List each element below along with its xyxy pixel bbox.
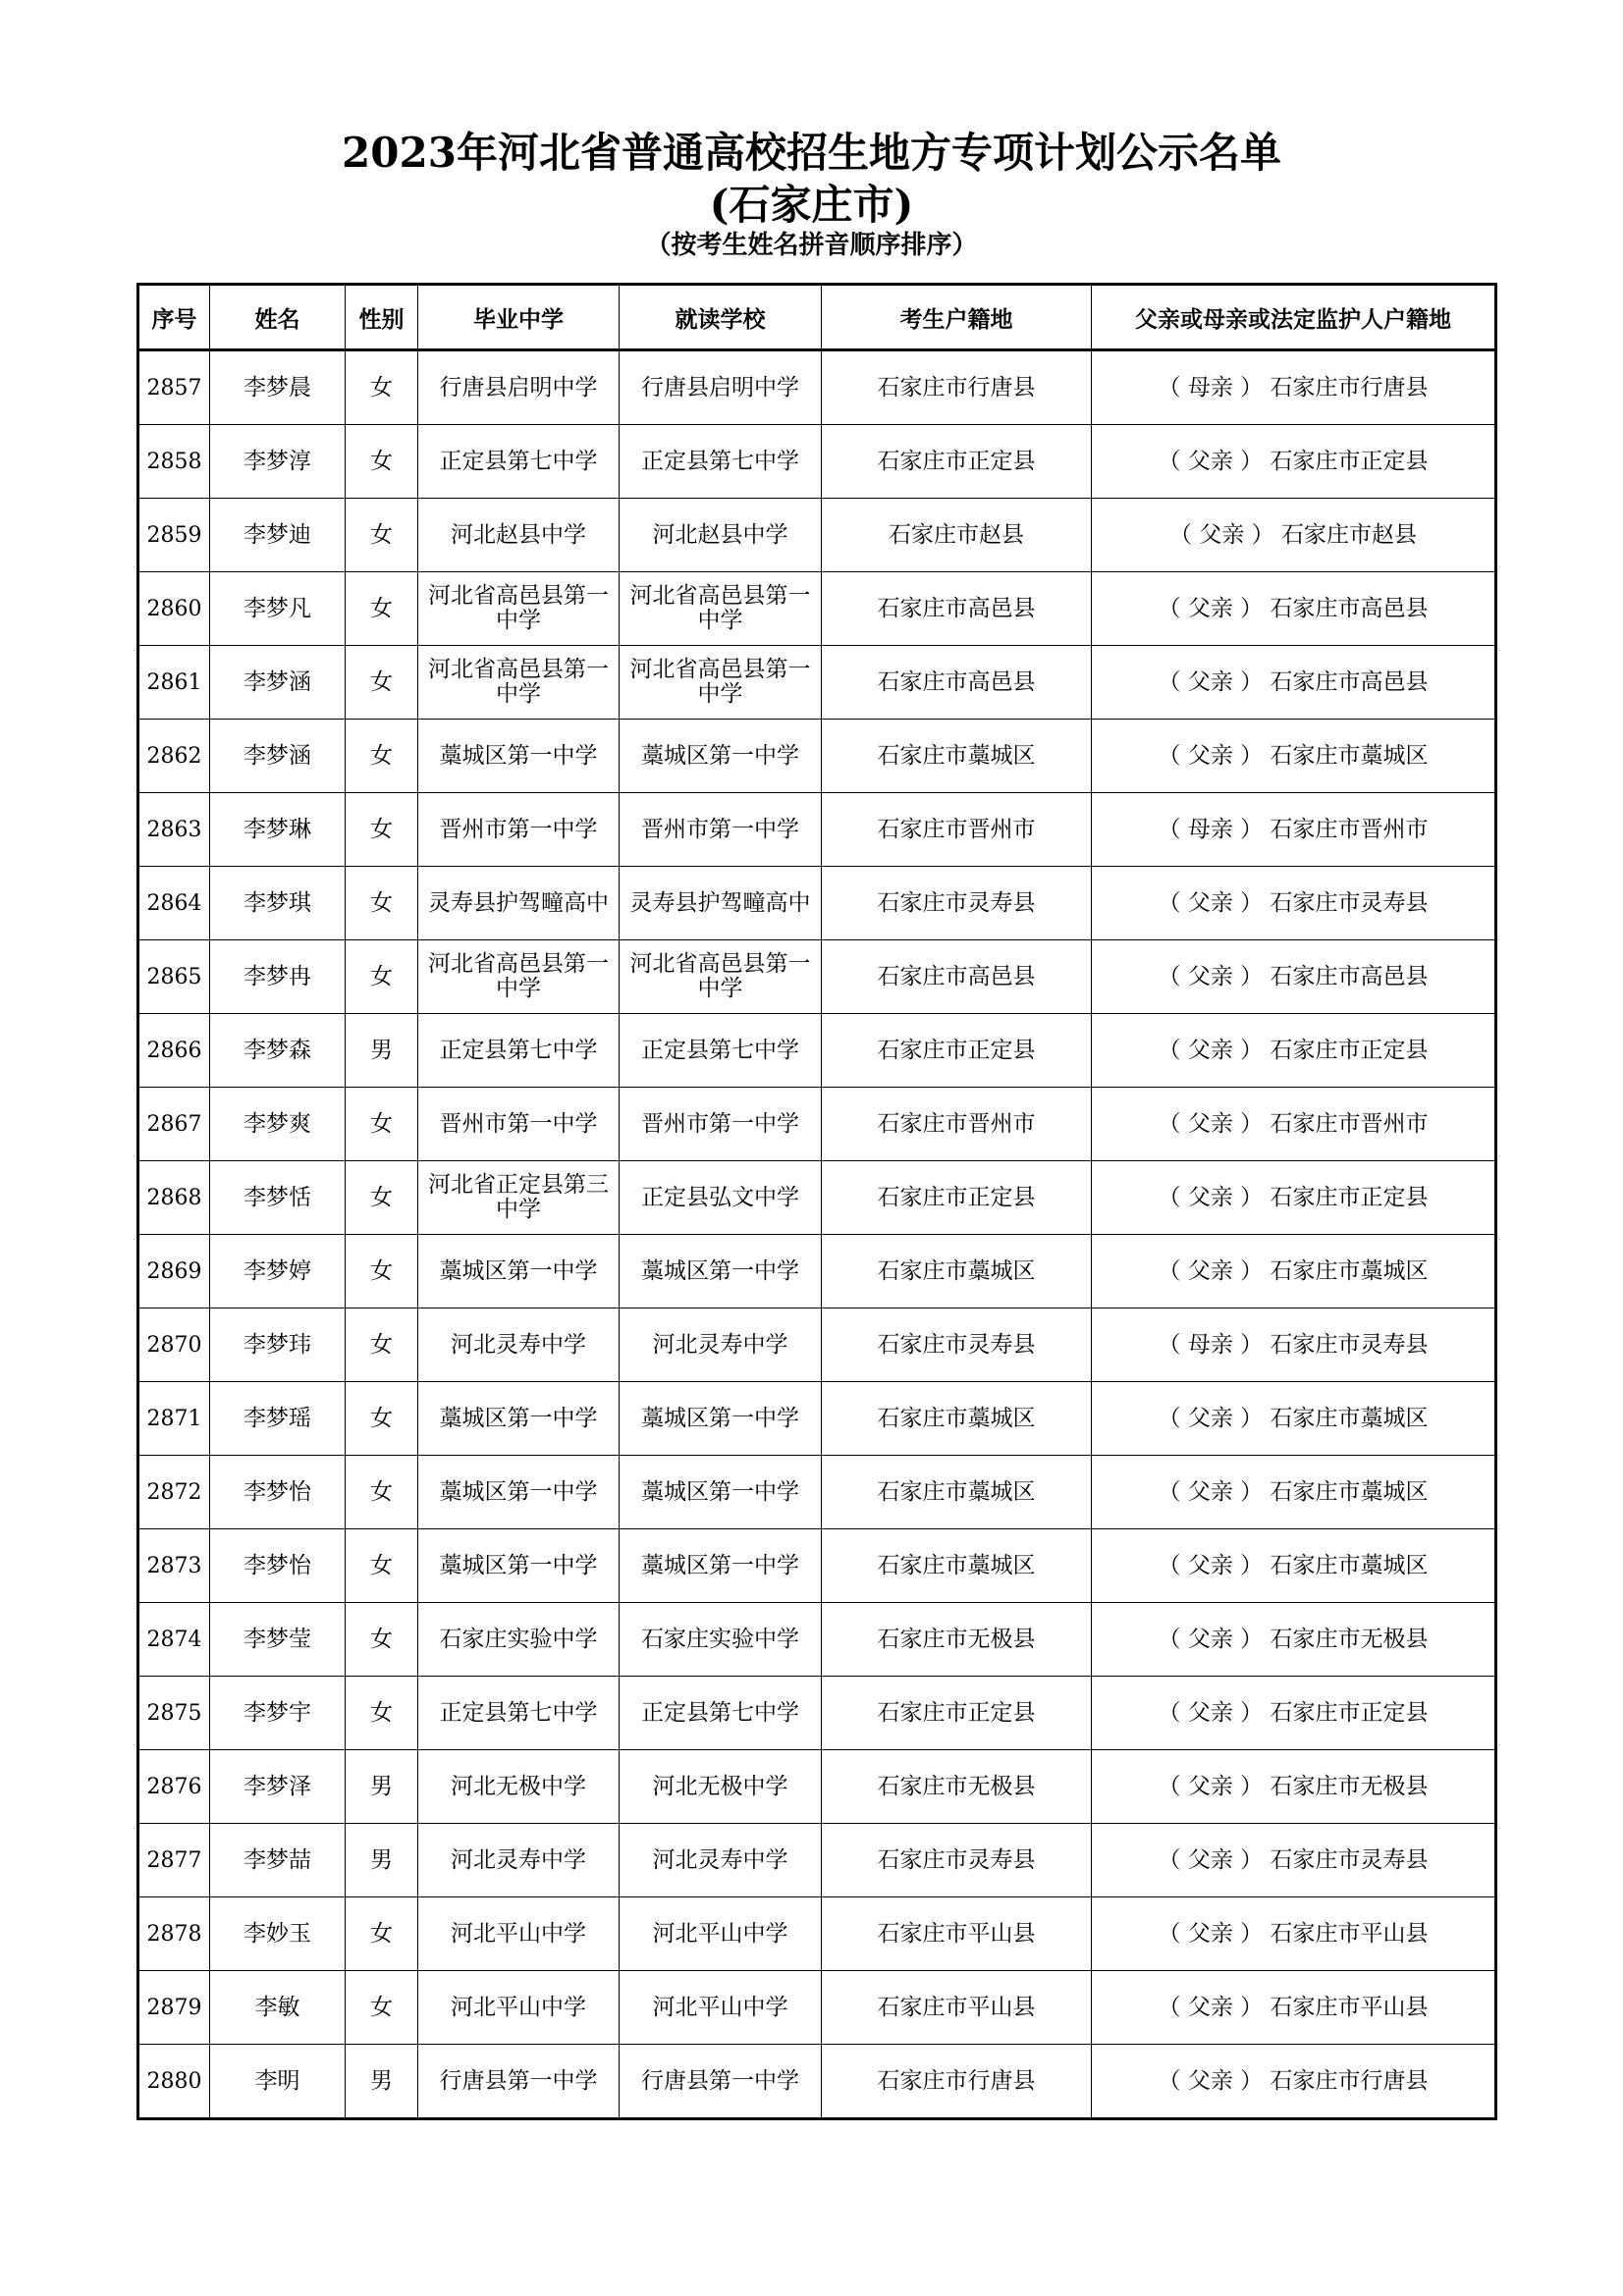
- table-row: [138, 572, 1496, 646]
- cell-household: 石家庄市无极县: [822, 1603, 1092, 1677]
- cell-graduated-school: 河北平山中学: [418, 1897, 620, 1971]
- table-row: [138, 1088, 1496, 1161]
- cell-gender: 女: [346, 720, 418, 793]
- cell-graduated-school: 河北灵寿中学: [418, 1308, 620, 1382]
- cell-seq: 2866: [138, 1014, 210, 1088]
- cell-gender: 女: [346, 350, 418, 425]
- cell-guardian-household: （ 父亲 ） 石家庄市灵寿县: [1092, 867, 1496, 940]
- cell-gender: 女: [346, 793, 418, 867]
- table-row: [138, 2045, 1496, 2119]
- cell-current-school: 河北省高邑县第一中学: [620, 940, 822, 1014]
- cell-household: 石家庄市平山县: [822, 1897, 1092, 1971]
- cell-household: 石家庄市高邑县: [822, 572, 1092, 646]
- cell-household: 石家庄市平山县: [822, 1971, 1092, 2045]
- cell-guardian-household: （ 父亲 ） 石家庄市正定县: [1092, 1677, 1496, 1750]
- table-row: [138, 499, 1496, 572]
- header-row: [138, 285, 1496, 350]
- cell-household: 石家庄市行唐县: [822, 2045, 1092, 2119]
- cell-gender: 男: [346, 2045, 418, 2119]
- cell-household: 石家庄市藁城区: [822, 720, 1092, 793]
- cell-seq: 2870: [138, 1308, 210, 1382]
- table-row: [138, 1161, 1496, 1235]
- cell-guardian-household: （ 父亲 ） 石家庄市高邑县: [1092, 572, 1496, 646]
- cell-gender: 女: [346, 425, 418, 499]
- cell-current-school: 河北灵寿中学: [620, 1308, 822, 1382]
- cell-current-school: 晋州市第一中学: [620, 793, 822, 867]
- cell-seq: 2874: [138, 1603, 210, 1677]
- cell-current-school: 正定县弘文中学: [620, 1161, 822, 1235]
- cell-gender: 男: [346, 1750, 418, 1824]
- cell-gender: 男: [346, 1824, 418, 1897]
- table-row: [138, 940, 1496, 1014]
- cell-gender: 女: [346, 1603, 418, 1677]
- col-header-household: 考生户籍地: [822, 285, 1092, 350]
- cell-seq: 2861: [138, 646, 210, 720]
- cell-current-school: 藁城区第一中学: [620, 1382, 822, 1456]
- cell-current-school: 河北省高邑县第一中学: [620, 646, 822, 720]
- table-row: [138, 1897, 1496, 1971]
- cell-graduated-school: 河北平山中学: [418, 1971, 620, 2045]
- table-row: [138, 793, 1496, 867]
- cell-seq: 2858: [138, 425, 210, 499]
- cell-name: 李妙玉: [210, 1897, 346, 1971]
- cell-graduated-school: 晋州市第一中学: [418, 793, 620, 867]
- table-row: [138, 646, 1496, 720]
- cell-seq: 2873: [138, 1529, 210, 1603]
- cell-graduated-school: 河北省正定县第三中学: [418, 1161, 620, 1235]
- cell-name: 李梦瑶: [210, 1382, 346, 1456]
- cell-current-school: 正定县第七中学: [620, 1014, 822, 1088]
- cell-guardian-household: （ 父亲 ） 石家庄市藁城区: [1092, 1235, 1496, 1308]
- col-header-current-school: 就读学校: [620, 285, 822, 350]
- cell-graduated-school: 藁城区第一中学: [418, 1382, 620, 1456]
- cell-guardian-household: （ 父亲 ） 石家庄市平山县: [1092, 1971, 1496, 2045]
- cell-name: 李梦恬: [210, 1161, 346, 1235]
- cell-guardian-household: （ 母亲 ） 石家庄市灵寿县: [1092, 1308, 1496, 1382]
- cell-guardian-household: （ 父亲 ） 石家庄市灵寿县: [1092, 1824, 1496, 1897]
- cell-name: 李梦泽: [210, 1750, 346, 1824]
- cell-gender: 女: [346, 1308, 418, 1382]
- cell-guardian-household: （ 父亲 ） 石家庄市平山县: [1092, 1897, 1496, 1971]
- cell-current-school: 行唐县启明中学: [620, 350, 822, 425]
- cell-graduated-school: 晋州市第一中学: [418, 1088, 620, 1161]
- cell-guardian-household: （ 父亲 ） 石家庄市正定县: [1092, 1014, 1496, 1088]
- cell-guardian-household: （ 父亲 ） 石家庄市赵县: [1092, 499, 1496, 572]
- cell-seq: 2876: [138, 1750, 210, 1824]
- cell-household: 石家庄市正定县: [822, 1677, 1092, 1750]
- cell-current-school: 晋州市第一中学: [620, 1088, 822, 1161]
- cell-seq: 2879: [138, 1971, 210, 2045]
- cell-name: 李梦宇: [210, 1677, 346, 1750]
- cell-current-school: 藁城区第一中学: [620, 1235, 822, 1308]
- cell-graduated-school: 藁城区第一中学: [418, 720, 620, 793]
- cell-seq: 2864: [138, 867, 210, 940]
- cell-guardian-household: （ 父亲 ） 石家庄市正定县: [1092, 425, 1496, 499]
- cell-household: 石家庄市无极县: [822, 1750, 1092, 1824]
- table-row: [138, 1971, 1496, 2045]
- cell-graduated-school: 河北无极中学: [418, 1750, 620, 1824]
- page-subtitle: (石家庄市): [709, 181, 914, 229]
- cell-current-school: 藁城区第一中学: [620, 1456, 822, 1529]
- cell-household: 石家庄市正定县: [822, 1161, 1092, 1235]
- cell-household: 石家庄市藁城区: [822, 1382, 1092, 1456]
- table-row: [138, 1308, 1496, 1382]
- cell-current-school: 灵寿县护驾疃高中: [620, 867, 822, 940]
- cell-graduated-school: 行唐县第一中学: [418, 2045, 620, 2119]
- cell-gender: 女: [346, 1161, 418, 1235]
- cell-name: 李梦玮: [210, 1308, 346, 1382]
- cell-name: 李明: [210, 2045, 346, 2119]
- cell-guardian-household: （ 父亲 ） 石家庄市晋州市: [1092, 1088, 1496, 1161]
- cell-seq: 2875: [138, 1677, 210, 1750]
- sort-note: （按考生姓名拼音顺序排序）: [645, 231, 978, 260]
- cell-name: 李敏: [210, 1971, 346, 2045]
- cell-seq: 2872: [138, 1456, 210, 1529]
- cell-current-school: 河北赵县中学: [620, 499, 822, 572]
- cell-gender: 女: [346, 1971, 418, 2045]
- table-body: [138, 350, 1496, 2119]
- cell-household: 石家庄市灵寿县: [822, 1308, 1092, 1382]
- col-header-graduated-school: 毕业中学: [418, 285, 620, 350]
- cell-name: 李梦冉: [210, 940, 346, 1014]
- cell-name: 李梦怡: [210, 1529, 346, 1603]
- cell-gender: 女: [346, 1088, 418, 1161]
- cell-gender: 女: [346, 940, 418, 1014]
- cell-seq: 2862: [138, 720, 210, 793]
- table-row: [138, 720, 1496, 793]
- cell-current-school: 藁城区第一中学: [620, 720, 822, 793]
- table-row: [138, 1014, 1496, 1088]
- cell-graduated-school: 藁城区第一中学: [418, 1235, 620, 1308]
- cell-current-school: 正定县第七中学: [620, 425, 822, 499]
- cell-gender: 女: [346, 1235, 418, 1308]
- cell-household: 石家庄市灵寿县: [822, 1824, 1092, 1897]
- cell-current-school: 藁城区第一中学: [620, 1529, 822, 1603]
- cell-household: 石家庄市正定县: [822, 1014, 1092, 1088]
- cell-gender: 女: [346, 499, 418, 572]
- cell-seq: 2871: [138, 1382, 210, 1456]
- table-row: [138, 1750, 1496, 1824]
- cell-name: 李梦凡: [210, 572, 346, 646]
- cell-seq: 2865: [138, 940, 210, 1014]
- cell-household: 石家庄市行唐县: [822, 350, 1092, 425]
- table-row: [138, 1603, 1496, 1677]
- cell-household: 石家庄市高邑县: [822, 940, 1092, 1014]
- cell-graduated-school: 正定县第七中学: [418, 1014, 620, 1088]
- cell-guardian-household: （ 父亲 ） 石家庄市藁城区: [1092, 1529, 1496, 1603]
- cell-household: 石家庄市晋州市: [822, 793, 1092, 867]
- table-header: [138, 285, 1496, 350]
- cell-current-school: 河北省高邑县第一中学: [620, 572, 822, 646]
- cell-seq: 2867: [138, 1088, 210, 1161]
- cell-seq: 2868: [138, 1161, 210, 1235]
- table-row: [138, 867, 1496, 940]
- cell-name: 李梦莹: [210, 1603, 346, 1677]
- cell-current-school: 正定县第七中学: [620, 1677, 822, 1750]
- table-row: [138, 1677, 1496, 1750]
- cell-gender: 女: [346, 646, 418, 720]
- cell-graduated-school: 河北省高邑县第一中学: [418, 940, 620, 1014]
- col-header-guardian-household: 父亲或母亲或法定监护人户籍地: [1092, 285, 1496, 350]
- cell-name: 李梦涵: [210, 646, 346, 720]
- cell-guardian-household: （ 父亲 ） 石家庄市无极县: [1092, 1750, 1496, 1824]
- cell-guardian-household: （ 父亲 ） 石家庄市藁城区: [1092, 1456, 1496, 1529]
- cell-graduated-school: 正定县第七中学: [418, 425, 620, 499]
- cell-household: 石家庄市灵寿县: [822, 867, 1092, 940]
- cell-current-school: 河北无极中学: [620, 1750, 822, 1824]
- cell-gender: 女: [346, 1382, 418, 1456]
- cell-graduated-school: 河北省高邑县第一中学: [418, 646, 620, 720]
- col-header-name: 姓名: [210, 285, 346, 350]
- cell-guardian-household: （ 父亲 ） 石家庄市正定县: [1092, 1161, 1496, 1235]
- cell-name: 李梦淳: [210, 425, 346, 499]
- cell-household: 石家庄市藁城区: [822, 1235, 1092, 1308]
- cell-current-school: 河北灵寿中学: [620, 1824, 822, 1897]
- roster-table: [136, 283, 1497, 2120]
- cell-name: 李梦晨: [210, 350, 346, 425]
- cell-current-school: 石家庄实验中学: [620, 1603, 822, 1677]
- cell-graduated-school: 河北灵寿中学: [418, 1824, 620, 1897]
- cell-household: 石家庄市藁城区: [822, 1456, 1092, 1529]
- cell-graduated-school: 正定县第七中学: [418, 1677, 620, 1750]
- cell-name: 李梦琳: [210, 793, 346, 867]
- cell-gender: 女: [346, 867, 418, 940]
- cell-name: 李梦婷: [210, 1235, 346, 1308]
- page-title: 2023年河北省普通高校招生地方专项计划公示名单: [342, 129, 1281, 177]
- cell-gender: 女: [346, 1677, 418, 1750]
- cell-current-school: 河北平山中学: [620, 1971, 822, 2045]
- cell-seq: 2860: [138, 572, 210, 646]
- cell-name: 李梦琪: [210, 867, 346, 940]
- cell-gender: 女: [346, 1456, 418, 1529]
- cell-guardian-household: （ 父亲 ） 石家庄市藁城区: [1092, 1382, 1496, 1456]
- cell-household: 石家庄市正定县: [822, 425, 1092, 499]
- cell-gender: 女: [346, 1897, 418, 1971]
- table-row: [138, 1456, 1496, 1529]
- table-row: [138, 1235, 1496, 1308]
- cell-guardian-household: （ 父亲 ） 石家庄市高邑县: [1092, 940, 1496, 1014]
- cell-name: 李梦森: [210, 1014, 346, 1088]
- cell-guardian-household: （ 父亲 ） 石家庄市行唐县: [1092, 2045, 1496, 2119]
- cell-graduated-school: 灵寿县护驾疃高中: [418, 867, 620, 940]
- cell-guardian-household: （ 母亲 ） 石家庄市行唐县: [1092, 350, 1496, 425]
- col-header-seq: 序号: [138, 285, 210, 350]
- cell-name: 李梦迪: [210, 499, 346, 572]
- cell-household: 石家庄市藁城区: [822, 1529, 1092, 1603]
- table-row: [138, 1529, 1496, 1603]
- cell-graduated-school: 石家庄实验中学: [418, 1603, 620, 1677]
- cell-seq: 2869: [138, 1235, 210, 1308]
- cell-guardian-household: （ 父亲 ） 石家庄市藁城区: [1092, 720, 1496, 793]
- cell-guardian-household: （ 母亲 ） 石家庄市晋州市: [1092, 793, 1496, 867]
- cell-household: 石家庄市高邑县: [822, 646, 1092, 720]
- cell-guardian-household: （ 父亲 ） 石家庄市高邑县: [1092, 646, 1496, 720]
- cell-gender: 女: [346, 1529, 418, 1603]
- cell-current-school: 河北平山中学: [620, 1897, 822, 1971]
- cell-name: 李梦怡: [210, 1456, 346, 1529]
- cell-graduated-school: 行唐县启明中学: [418, 350, 620, 425]
- cell-graduated-school: 河北赵县中学: [418, 499, 620, 572]
- cell-graduated-school: 藁城区第一中学: [418, 1456, 620, 1529]
- cell-gender: 男: [346, 1014, 418, 1088]
- table-row: [138, 350, 1496, 425]
- cell-guardian-household: （ 父亲 ） 石家庄市无极县: [1092, 1603, 1496, 1677]
- cell-name: 李梦涵: [210, 720, 346, 793]
- cell-seq: 2878: [138, 1897, 210, 1971]
- table-row: [138, 1824, 1496, 1897]
- cell-graduated-school: 藁城区第一中学: [418, 1529, 620, 1603]
- cell-current-school: 行唐县第一中学: [620, 2045, 822, 2119]
- cell-household: 石家庄市晋州市: [822, 1088, 1092, 1161]
- col-header-gender: 性别: [346, 285, 418, 350]
- cell-seq: 2880: [138, 2045, 210, 2119]
- table-row: [138, 425, 1496, 499]
- cell-name: 李梦喆: [210, 1824, 346, 1897]
- cell-household: 石家庄市赵县: [822, 499, 1092, 572]
- cell-seq: 2877: [138, 1824, 210, 1897]
- cell-graduated-school: 河北省高邑县第一中学: [418, 572, 620, 646]
- cell-gender: 女: [346, 572, 418, 646]
- cell-seq: 2863: [138, 793, 210, 867]
- cell-seq: 2857: [138, 350, 210, 425]
- table-row: [138, 1382, 1496, 1456]
- cell-seq: 2859: [138, 499, 210, 572]
- cell-name: 李梦爽: [210, 1088, 346, 1161]
